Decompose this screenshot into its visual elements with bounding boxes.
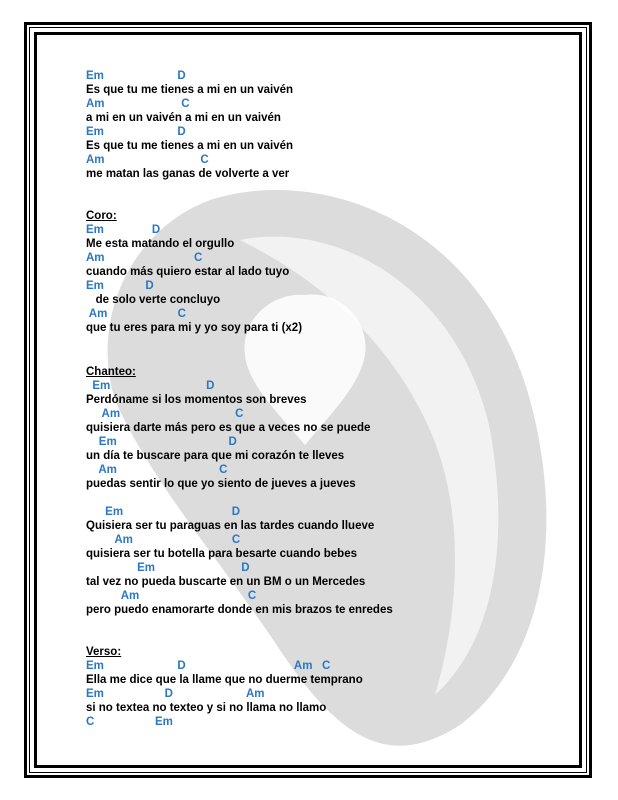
lyric-line: puedas sentir lo que yo siento de jueves a jueves — [86, 478, 356, 490]
lyric-line: Perdóname si los momentos son breves — [86, 394, 307, 406]
chord-line: C Em — [86, 716, 173, 728]
chord-line: Em D Am — [86, 688, 265, 700]
chord-line: Em D — [86, 70, 186, 82]
lyric-line: Ella me dice que la llame que no duerme temprano — [86, 674, 363, 686]
chord-line: Em D — [86, 562, 250, 574]
chord-line: Am C — [86, 98, 190, 110]
chord-line: Em D — [86, 126, 186, 138]
chord-line: Am C — [86, 590, 257, 602]
lyric-line: Me esta matando el orgullo — [86, 238, 235, 250]
section-heading: Chanteo: — [86, 366, 136, 378]
lyric-line: quisiera darte más pero es que a veces no se puede — [86, 422, 371, 434]
chord-line: Em D — [86, 436, 237, 448]
chord-line: Em D Am C — [86, 660, 331, 672]
lyric-line: pero puedo enamorarte donde en mis brazos te enredes — [86, 604, 393, 616]
lyric-line: tal vez no pueda buscarte en un BM o un Mercedes — [86, 576, 366, 588]
chord-line: Am C — [86, 308, 186, 320]
chord-line: Am C — [86, 464, 228, 476]
chord-line: Em D — [86, 506, 241, 518]
chord-line: Am C — [86, 252, 203, 264]
lyric-line: me matan las ganas de volverte a ver — [86, 168, 290, 180]
section-heading: Coro: — [86, 210, 117, 222]
chord-line: Am C — [86, 534, 241, 546]
lyric-line: Es que tu me tienes a mi en un vaivén — [86, 140, 294, 152]
chord-line: Em D — [86, 280, 154, 292]
lyric-line: cuando más quiero estar al lado tuyo — [86, 266, 290, 278]
lyric-line: de solo verte concluyo — [86, 294, 221, 306]
chord-line: Em D — [86, 380, 215, 392]
lyric-line: Es que tu me tienes a mi en un vaivén — [86, 84, 294, 96]
chord-line: Am C — [86, 408, 244, 420]
lyric-line: un día te buscare para que mi corazón te lleves — [86, 450, 345, 462]
lyric-line: si no textea no texteo y si no llama no llamo — [86, 702, 327, 714]
section-heading: Verso: — [86, 646, 122, 658]
lyric-line: Quisiera ser tu paraguas en las tardes cuando llueve — [86, 520, 375, 532]
lyric-line: a mi en un vaivén a mi en un vaivén — [86, 112, 281, 124]
lyric-line: que tu eres para mi y yo soy para ti (x2) — [86, 322, 303, 334]
chord-line: Am C — [86, 154, 209, 166]
lyric-line: quisiera ser tu botella para besarte cuando bebes — [86, 548, 357, 560]
chord-line: Em D — [86, 224, 161, 236]
